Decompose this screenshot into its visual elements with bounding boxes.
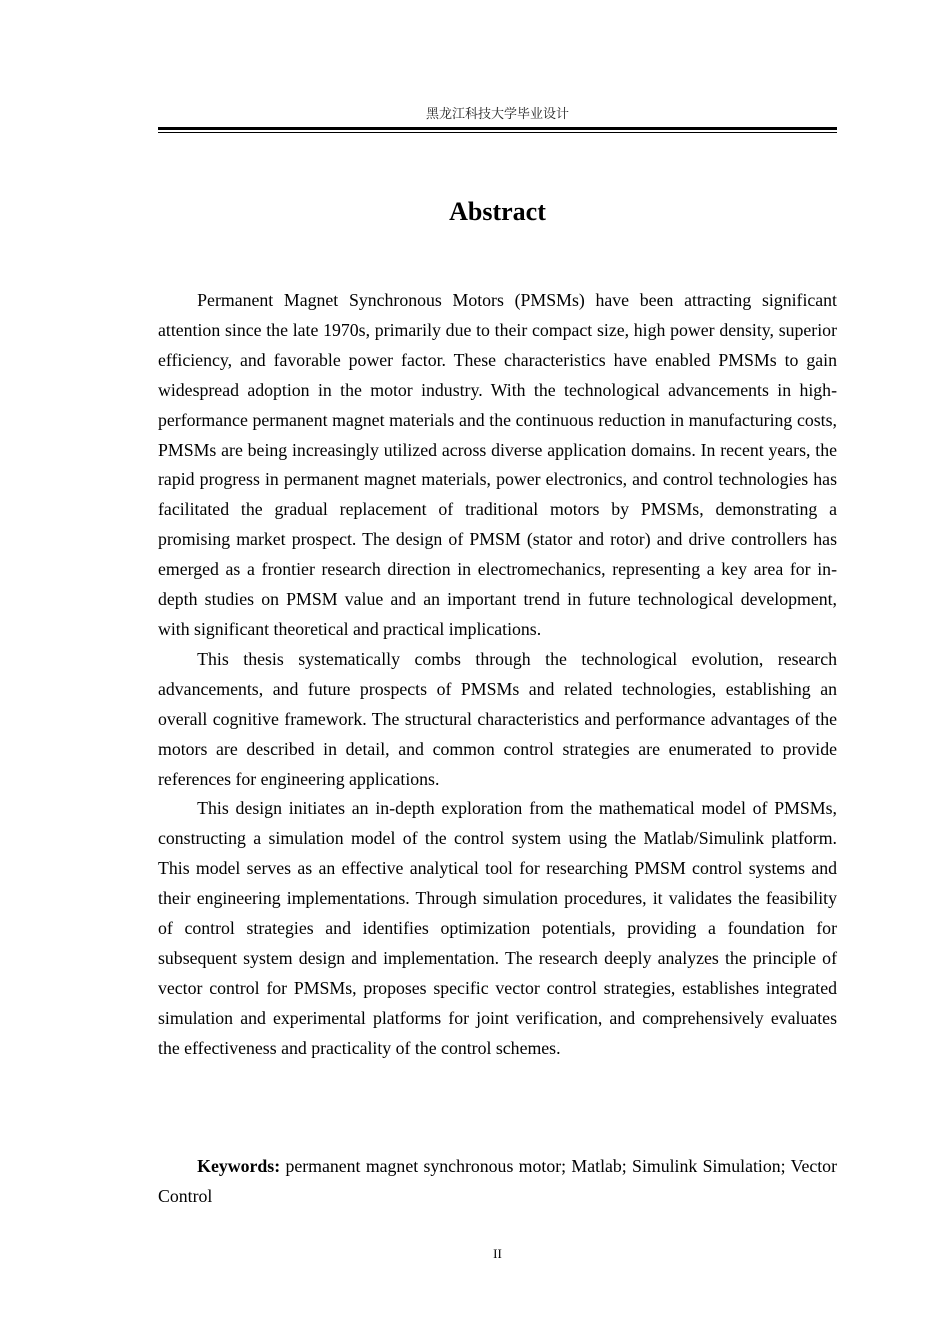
abstract-body: [158, 286, 837, 1064]
header-rule-thin: [158, 132, 837, 133]
page-number: II: [493, 1246, 502, 1261]
keywords-line: [158, 1152, 837, 1212]
abstract-paragraph-1: Permanent Magnet Synchronous Motors (PMSMs) have been attracting significant attention since the late 1970s, primarily due to their compact size, high power density, superior efficiency, and favorable power factor. These characteristics have enabled PMSMs to gain widespread adoption in the motor industry. With the technological advancements in high-performance permanent magnet materials and the continuous reduction in manufacturing costs, PMSMs are being increasingly utilized across diverse application domains. In recent years, the rapid progress in permanent magnet materials, power electronics, and control technologies has facilitated the gradual replacement of traditional motors by PMSMs, demonstrating a promising market prospect. The design of PMSM (stator and rotor) and drive controllers has emerged as a frontier research direction in electromechanics, representing a key area for in-depth studies on PMSM value and an important trend in future technological development, with significant theoretical and practical implications.: [158, 290, 837, 639]
keywords-label: Keywords:: [197, 1156, 281, 1176]
abstract-paragraph-2: This thesis systematically combs through the technological evolution, research advancements, and future prospects of PMSMs and related technologies, establishing an overall cognitive framework. The structural characteristics and performance advantages of the motors are described in detail, and common control strategies are enumerated to provide references for engineering applications.: [158, 648, 837, 789]
header-rule-thick: [158, 127, 837, 130]
abstract-paragraph-3: This design initiates an in-depth exploration from the mathematical model of PMSMs, constructing a simulation model of the control system using the Matlab/Simulink platform. This model serves as an effective analytical tool for researching PMSM control systems and their engineering implementations. Through simulation procedures, it validates the feasibility of control strategies and identifies optimization potentials, providing a foundation for subsequent system design and implementation. The research deeply analyzes the principle of vector control for PMSMs, proposes specific vector control strategies, establishes integrated simulation and experimental platforms for joint verification, and comprehensively evaluates the effectiveness and practicality of the control schemes.: [158, 798, 837, 1058]
keywords-text: permanent magnet synchronous motor; Matlab; Simulink Simulation; Vector Control: [158, 1156, 837, 1206]
abstract-title: Abstract: [449, 197, 546, 226]
running-header: 黑龙江科技大学毕业设计: [425, 107, 569, 122]
